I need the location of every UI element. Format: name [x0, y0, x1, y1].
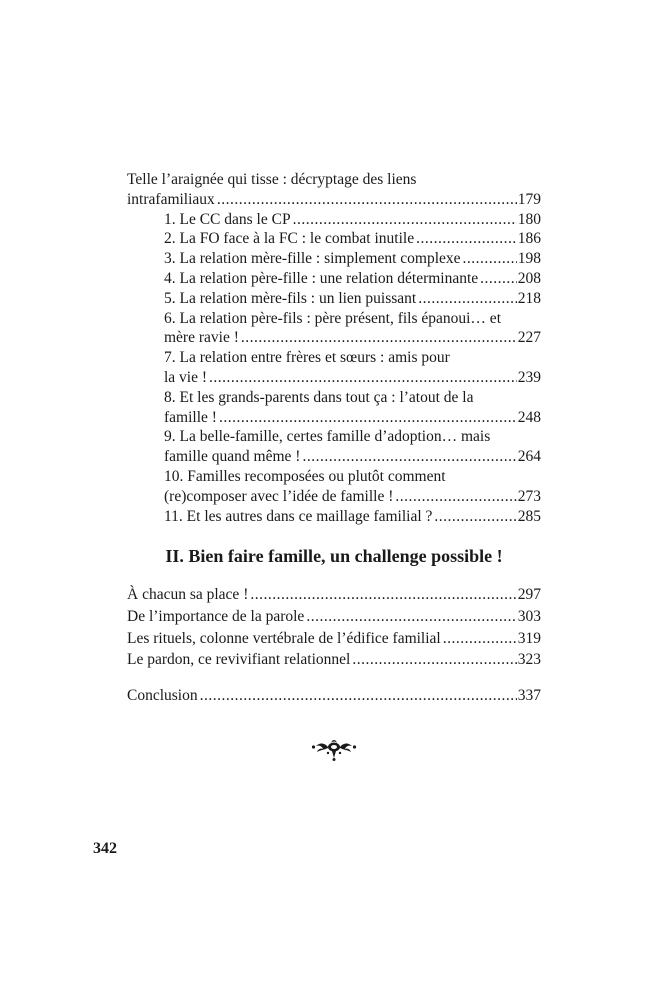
- toc-chapter-2[interactable]: [164, 229, 541, 249]
- section-title: II. Bien faire famille, un challenge possible !: [165, 546, 503, 566]
- leader-dots: [209, 368, 517, 388]
- toc-entry-page: 337: [517, 687, 541, 704]
- toc-entry-rituels[interactable]: [127, 628, 541, 650]
- toc-entry-text: Telle l’araignée qui tisse : décryptage des liens: [127, 171, 417, 188]
- toc-conclusion: [127, 686, 541, 706]
- toc-entry-page: 319: [517, 629, 541, 647]
- toc-entry-conclusion[interactable]: [127, 686, 541, 706]
- toc-entry-text: famille !: [164, 408, 217, 426]
- toc-entry-text: 7. La relation entre frères et sœurs : amis pour: [164, 349, 450, 367]
- toc-entry-text: famille quand même !: [164, 448, 301, 466]
- toc-chapter-8-cont[interactable]: [164, 408, 541, 428]
- page-number: 342: [93, 840, 117, 857]
- leader-dots: [480, 269, 517, 289]
- toc-entry-text: 1. Le CC dans le CP: [164, 210, 291, 228]
- toc-part-1: [127, 170, 541, 526]
- toc-entry-text: mère ravie !: [164, 329, 239, 347]
- toc-entry-page: 179: [517, 190, 541, 208]
- toc-chapter-7[interactable]: [164, 348, 541, 368]
- toc-chapter-1[interactable]: [164, 210, 541, 230]
- leader-dots: [443, 628, 517, 650]
- toc-entry-page: 297: [517, 586, 541, 603]
- toc-entry-page: 264: [517, 448, 541, 466]
- leader-dots: [306, 606, 516, 628]
- toc-chapter-4[interactable]: [164, 269, 541, 289]
- toc-entry-text: 10. Familles recomposées ou plutôt comment: [164, 467, 446, 485]
- toc-entry-text: 3. La relation mère-fille : simplement complexe: [164, 250, 461, 268]
- toc-entry-text: À chacun sa place !: [127, 586, 249, 603]
- toc-entry-page: 285: [517, 507, 541, 525]
- toc-chapter-9-cont[interactable]: [164, 447, 541, 467]
- toc-chapter-5[interactable]: [164, 289, 541, 309]
- toc-entry-text: 9. La belle-famille, certes famille d’adoption… mais: [164, 428, 491, 446]
- toc-chapter-10[interactable]: [164, 467, 541, 487]
- toc-chapter-7-cont[interactable]: [164, 368, 541, 388]
- toc-chapter-6-cont[interactable]: [164, 328, 541, 348]
- leader-dots: [200, 686, 517, 706]
- leader-dots: [418, 289, 517, 309]
- toc-chapter-11[interactable]: [164, 507, 541, 527]
- toc-entry-text: 11. Et les autres dans ce maillage familial ?: [164, 507, 433, 525]
- leader-dots: [395, 487, 516, 507]
- toc-entry-place[interactable]: [127, 584, 541, 606]
- toc-entry-text: Le pardon, ce revivifiant relationnel: [127, 651, 351, 669]
- toc-part-2: [127, 584, 541, 671]
- toc-entry-text: (re)composer avec l’idée de famille !: [164, 487, 394, 505]
- toc-entry-page: 218: [517, 289, 541, 307]
- toc-entry-page: 273: [517, 487, 541, 505]
- toc-entry-intro[interactable]: [127, 170, 541, 190]
- toc-chapter-3[interactable]: [164, 249, 541, 269]
- toc-entry-text: De l’importance de la parole: [127, 607, 305, 625]
- toc-entry-text: Conclusion: [127, 687, 198, 704]
- leader-dots: [302, 447, 516, 467]
- toc-chapter-10-cont[interactable]: [164, 487, 541, 507]
- leader-dots: [293, 210, 517, 230]
- leader-dots: [250, 584, 516, 606]
- leader-dots: [463, 249, 517, 269]
- toc-entry-parole[interactable]: [127, 606, 541, 628]
- toc-entry-text: 5. La relation mère-fils : un lien puissant: [164, 289, 417, 307]
- toc-entry-intro-cont[interactable]: [127, 190, 541, 210]
- toc-entry-page: 323: [517, 651, 541, 669]
- toc-entry-page: 303: [517, 607, 541, 625]
- leader-dots: [219, 408, 517, 428]
- leader-dots: [434, 507, 516, 527]
- toc-chapter-8[interactable]: [164, 388, 541, 408]
- toc-entry-page: 248: [517, 408, 541, 426]
- toc-entry-page: 186: [517, 230, 541, 248]
- toc-entry-text: 2. La FO face à la FC : le combat inutile: [164, 230, 415, 248]
- toc-chapter-9[interactable]: [164, 427, 541, 447]
- toc-entry-text: 4. La relation père-fille : une relation déterminante: [164, 269, 479, 287]
- leader-dots: [352, 649, 516, 671]
- toc-entry-text: 8. Et les grands-parents dans tout ça : l’atout de la: [164, 388, 474, 406]
- leader-dots: [416, 229, 517, 249]
- toc-entry-page: 180: [517, 210, 541, 228]
- toc-entry-text: 6. La relation père-fils : père présent, fils épanoui… et: [164, 309, 501, 327]
- toc-entry-text: intrafamiliaux: [127, 190, 215, 208]
- toc-entry-text: la vie !: [164, 368, 208, 386]
- toc-chapter-6[interactable]: [164, 309, 541, 329]
- toc-entry-page: 198: [517, 250, 541, 268]
- toc-entry-text: Les rituels, colonne vertébrale de l’édifice familial: [127, 629, 441, 647]
- leader-dots: [217, 190, 517, 210]
- leader-dots: [241, 328, 517, 348]
- toc-entry-page: 239: [517, 368, 541, 386]
- fleuron-ornament-icon: [311, 736, 357, 762]
- toc-entry-page: 208: [517, 269, 541, 287]
- toc-entry-page: 227: [517, 329, 541, 347]
- toc-entry-pardon[interactable]: [127, 649, 541, 671]
